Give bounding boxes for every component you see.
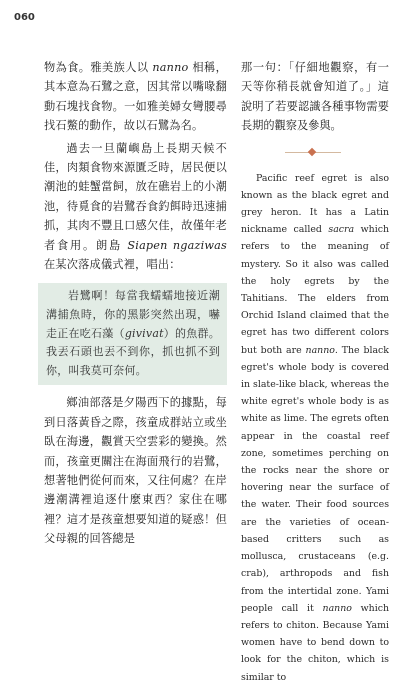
left-paragraph-2: 過去一旦蘭嶼島上長期天候不佳，肉類食物來源匱乏時，居民便以潮池的蛙蟹當飼，放在礁岩上的小潮池，待覓食的岩鷺吞食釣餌時迅速捕抓，其肉不豐且口感欠佳，故僅年老者食用。朗島 Siapen ngaziwas 在某次落成儀式裡，唱出： bbox=[44, 141, 227, 272]
left-paragraph-1: 物為食。雅美族人以 nanno 相稱，其本意為石鷺之意，因其常以嘴喙翻動石塊找食物。一如雅美婦女彎腰尋找石鱉的動作，故以石鷺為名。 bbox=[44, 61, 228, 133]
left-column bbox=[44, 58, 227, 549]
page-number: 060 bbox=[14, 12, 35, 23]
right-column bbox=[241, 58, 389, 686]
song-quote-text: 岩鷺啊！每當我蠕蠕地接近潮溝捕魚時，你的黑影突然出現，嚇走正在吃石藻（givivat）的魚群。我丟石頭也丟不到你，抓也抓不到你，叫我莫可奈何。 bbox=[46, 289, 220, 377]
right-english-paragraph: Pacific reef egret is also known as the black egret and grey heron. It has a Latin nickname called sacra which refers to the meaning of mystery. So it also was called the holy egrets by the Tahitians. The elders from Orchid Island claimed that the egret has two different colors but both are nanno. The black egret's whole body is covered in slate-like black, whereas the white egret's whole body is as white as lime. The egrets often appear in the coastal reef zone, sometimes perching on the rocks near the shore or hovering near the surface of the water. Their food sources are the varieties of ocean-based critters such as mollusca, crustaceans (e.g. crab), arthropods and fish from the intertidal zone. Yami people call it nanno which refers to chiton. Because Yami women have to bend down to look for the chiton, which is similar to bbox=[241, 172, 389, 683]
song-quote-callout bbox=[38, 283, 227, 385]
left-paragraph-3: 鄉油部落是夕陽西下的據點，每到日落黃昏之際，孩童成群站立或坐臥在海邊，觀賞天空雲彩的變換。然而，孩童更關注在海面飛行的岩鷺，想著牠們從何而來，又往何處？在岸邊潮溝裡追逐什麼東西？家住在哪裡？這才是孩童想要知道的疑惑！但父母親的回答總是 bbox=[44, 396, 227, 546]
right-chinese-paragraph: 那一句：「仔細地觀察，有一天等你稍長就會知道了。」這說明了若要認識各種事物需要長期的觀察及參與。 bbox=[241, 61, 389, 133]
diamond-icon bbox=[308, 147, 316, 155]
section-divider-ornament bbox=[241, 148, 389, 157]
